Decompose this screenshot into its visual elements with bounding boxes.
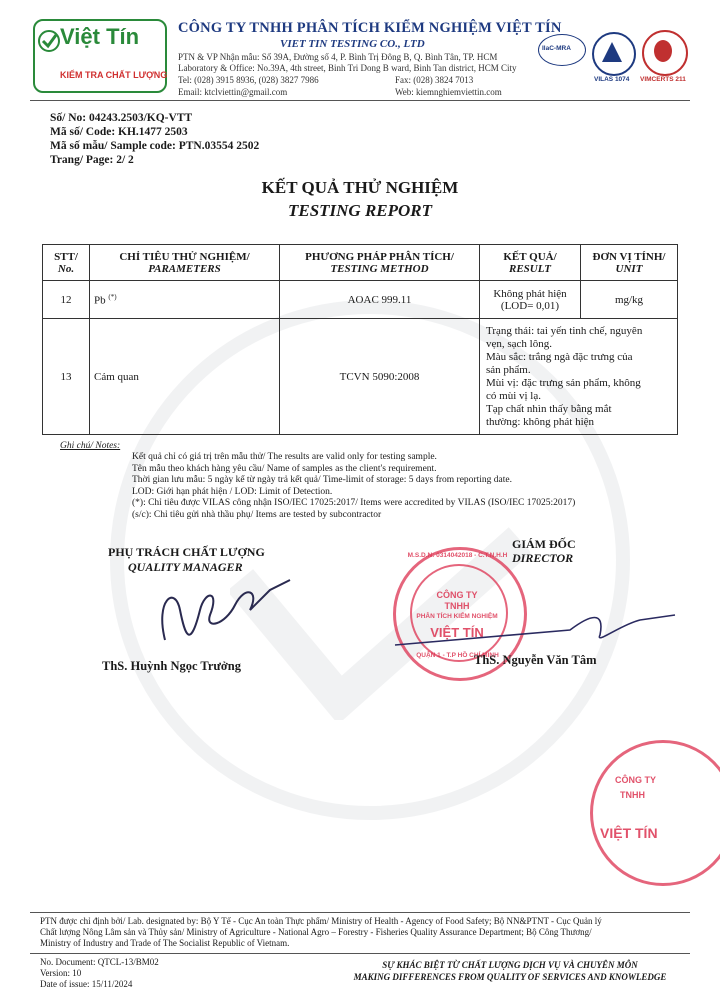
row-no: 13 bbox=[43, 319, 90, 435]
check-logo-icon bbox=[38, 30, 60, 52]
stamp-line: CÔNG TY bbox=[436, 590, 478, 600]
col-no: STT/ No. bbox=[43, 245, 90, 281]
email: Email: ktclviettin@gmail.com bbox=[178, 87, 288, 97]
notes-list bbox=[132, 452, 575, 521]
table-row bbox=[43, 281, 678, 319]
footer-divider-2 bbox=[30, 953, 690, 954]
report-number: Số/ No: 04243.2503/KQ-VTT bbox=[50, 112, 193, 124]
report-code: Mã số/ Code: KH.1477 2503 bbox=[50, 126, 188, 138]
note-line: LOD: Giới hạn phát hiện / LOD: Limit of Detection. bbox=[132, 486, 333, 497]
director-title-en: DIRECTOR bbox=[512, 551, 574, 565]
website: Web: kiemnghiemviettin.com bbox=[395, 87, 502, 97]
address-vn: PTN & VP Nhận mẫu: Số 39A, Đường số 4, P. Bình Trị Đông B, Q. Bình Tân, TP. HCM bbox=[178, 52, 498, 62]
footer-divider bbox=[30, 912, 690, 913]
note-line: (s/c): Chỉ tiêu gửi nhà thầu phụ/ Items are tested by subcontractor bbox=[132, 509, 382, 520]
row-parameter: Cảm quan bbox=[90, 319, 280, 435]
company-name-vn: CÔNG TY TNHH PHÂN TÍCH KIỂM NGHIỆM VIỆT TÍN bbox=[178, 20, 562, 36]
sample-code: Mã số mẫu/ Sample code: PTN.03554 2502 bbox=[50, 140, 260, 152]
page-number: Trang/ Page: 2/ 2 bbox=[50, 154, 134, 166]
col-result: KẾT QUẢ/ RESULT bbox=[480, 245, 581, 281]
stamp-line: QUẬN 1 - T.P HỒ CHÍ MINH bbox=[416, 652, 499, 659]
slogan-en: MAKING DIFFERENCES FROM QUALITY OF SERVICES AND KNOWLEDGE bbox=[353, 972, 667, 982]
stamp-line: PHÂN TÍCH KIỂM NGHIỆM bbox=[416, 613, 498, 620]
issue-date: Date of issue: 15/11/2024 bbox=[40, 979, 133, 989]
footer-designation: PTN được chỉ định bởi/ Lab. designated by: Bộ Y Tế - Cục An toàn Thực phẩm/ Ministry of Health - Agency of Food Safety; Bộ NN&PTNT - Cục Quản lý Chất lượng Nông Lâm sản và Thủy sản/ Ministry of Agriculture - National Agro – Forestry - Fisheries Quality Assurance Department; Bộ Công Thương/ Ministry of Industry and Trade of The Socialist Republic of Vietnam. bbox=[40, 916, 602, 948]
document-version: Version: 10 bbox=[40, 968, 82, 978]
qm-signature bbox=[150, 570, 300, 660]
row-result: Không phát hiện (LOD= 0,01) bbox=[480, 281, 581, 319]
address-en: Laboratory & Office: No.39A, 4th street, Binh Tri Dong B ward, Binh Tan district, HCM City bbox=[178, 63, 517, 73]
row-result: Trạng thái: tai yến tinh chế, nguyên vẹn, sạch lông. Màu sắc: trắng ngà đặc trưng của sản phẩm. Mùi vị: đặc trưng sản phẩm, không có mùi vị lạ. Tạp chất nhìn thấy bằng mắt thường: không phát hiện bbox=[480, 319, 678, 435]
company-name-en: VIET TIN TESTING CO., LTD bbox=[280, 38, 425, 50]
vilas-label: VILAS 1074 bbox=[594, 76, 630, 83]
results-table bbox=[42, 244, 678, 435]
note-line: Kết quả chỉ có giá trị trên mẫu thử/ The results are valid only for testing sample. bbox=[132, 452, 437, 462]
director-name: ThS. Nguyễn Văn Tâm bbox=[474, 653, 597, 667]
report-title-en: TESTING REPORT bbox=[287, 201, 433, 220]
stamp-line: VIỆT TÍN bbox=[430, 625, 484, 640]
table-row bbox=[43, 319, 678, 435]
stamp-ring-text: M.S.D.N: 0314042018 - C.T.N.H.H bbox=[407, 552, 508, 559]
edge-stamp-text: VIỆT TÍN bbox=[600, 825, 658, 841]
director-title-vn: GIÁM ĐỐC bbox=[512, 537, 576, 551]
row-method: TCVN 5090:2008 bbox=[280, 319, 480, 435]
row-method: AOAC 999.11 bbox=[280, 281, 480, 319]
row-unit: mg/kg bbox=[581, 281, 678, 319]
note-line: Tên mẫu theo khách hàng yêu cầu/ Name of samples as the client's requirement. bbox=[132, 463, 437, 474]
slogan-vn: SỰ KHÁC BIỆT TỪ CHẤT LƯỢNG DỊCH VỤ VÀ CHUYÊN MÔN bbox=[382, 960, 638, 970]
table-header-row bbox=[43, 245, 678, 281]
header-divider bbox=[30, 100, 690, 101]
document-number: No. Document: QTCL-13/BM02 bbox=[40, 957, 159, 967]
edge-stamp-text: TNHH bbox=[620, 790, 645, 800]
fax: Fax: (028) 3824 7013 bbox=[395, 75, 474, 85]
director-signature bbox=[390, 595, 680, 655]
row-no: 12 bbox=[43, 281, 90, 319]
ilac-label: IlaC-MRA bbox=[542, 45, 571, 52]
note-line: (*): Chỉ tiêu được VILAS công nhận ISO/IEC 17025:2017/ Items were accredited by VILAS (ISO/IEC 17025:2017) bbox=[132, 498, 576, 508]
stamp-line: TNHH bbox=[444, 601, 470, 611]
report-title-vn: KẾT QUẢ THỬ NGHIỆM bbox=[261, 178, 459, 197]
qm-title-vn: PHỤ TRÁCH CHẤT LƯỢNG bbox=[108, 545, 265, 559]
col-method: PHƯƠNG PHÁP PHÂN TÍCH/ TESTING METHOD bbox=[280, 245, 480, 281]
vilas-triangle-icon bbox=[600, 40, 624, 64]
qm-title-en: QUALITY MANAGER bbox=[128, 560, 243, 574]
edge-stamp-text: CÔNG TY bbox=[615, 775, 657, 785]
col-unit: ĐƠN VỊ TÍNH/ UNIT bbox=[581, 245, 678, 281]
qm-name: ThS. Huỳnh Ngọc Trưởng bbox=[102, 659, 242, 673]
logo-tagline: KIỂM TRA CHẤT LƯỢNG bbox=[60, 70, 168, 80]
phone: Tel: (028) 3915 8936, (028) 3827 7986 bbox=[178, 75, 319, 85]
logo-name: Việt Tín bbox=[60, 24, 140, 49]
vimcerts-drop-icon bbox=[654, 40, 672, 62]
note-line: Thời gian lưu mẫu: 5 ngày kể từ ngày trả kết quả/ Time-limit of storage: 5 days from reporting date. bbox=[132, 475, 512, 485]
vimcerts-label: VIMCERTS 211 bbox=[640, 76, 686, 83]
row-parameter: Pb (*) bbox=[90, 281, 280, 319]
edge-stamp bbox=[590, 740, 720, 886]
notes-label: Ghi chú/ Notes: bbox=[60, 441, 121, 451]
col-parameters: CHỈ TIÊU THỬ NGHIỆM/ PARAMETERS bbox=[90, 245, 280, 281]
